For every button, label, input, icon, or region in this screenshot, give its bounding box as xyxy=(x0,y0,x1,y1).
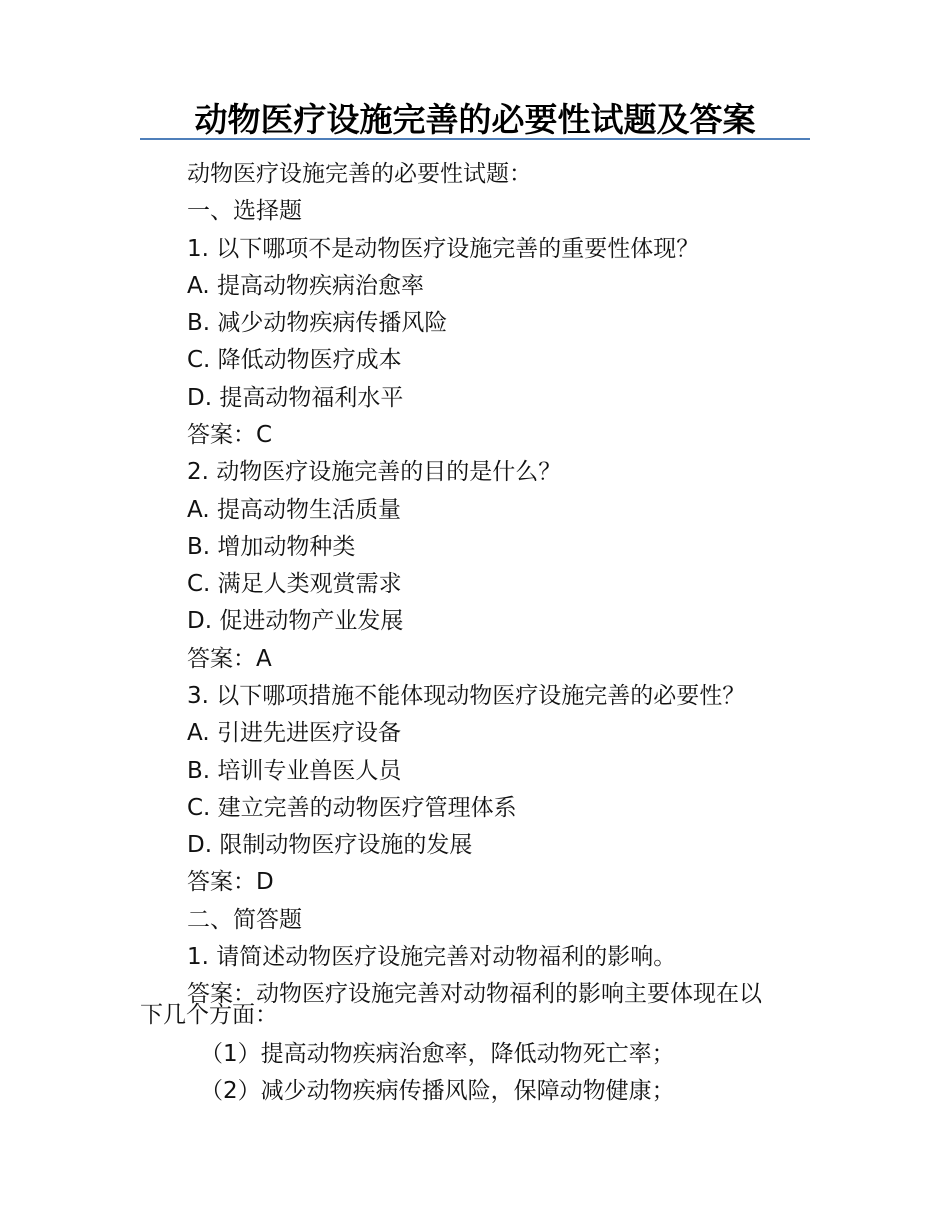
document-title: 动物医疗设施完善的必要性试题及答案 xyxy=(194,100,756,139)
question-1-option-d: D. 提高动物福利水平 xyxy=(187,385,404,411)
question-3-answer: 答案：D xyxy=(187,869,274,895)
question-2: 2. 动物医疗设施完善的目的是什么？ xyxy=(187,459,562,485)
question-3-option-c: C. 建立完善的动物医疗管理体系 xyxy=(187,795,517,821)
question-2-option-a: A. 提高动物生活质量 xyxy=(187,497,401,523)
short-answer-1-line-2: 下几个方面： xyxy=(140,1002,278,1028)
question-2-answer: 答案：A xyxy=(187,646,272,672)
question-2-option-c: C. 满足人类观赏需求 xyxy=(187,571,402,597)
question-2-option-d: D. 促进动物产业发展 xyxy=(187,608,404,634)
question-3: 3. 以下哪项措施不能体现动物医疗设施完善的必要性？ xyxy=(187,683,746,709)
section-intro: 动物医疗设施完善的必要性试题： xyxy=(187,161,532,187)
section-heading-choice: 一、选择题 xyxy=(187,198,302,224)
question-3-option-b: B. 培训专业兽医人员 xyxy=(187,758,402,784)
title-underline xyxy=(140,138,810,140)
question-2-option-b: B. 增加动物种类 xyxy=(187,534,356,560)
question-3-option-d: D. 限制动物医疗设施的发展 xyxy=(187,832,473,858)
question-3-option-a: A. 引进先进医疗设备 xyxy=(187,720,401,746)
short-answer-1-point-1: （1）提高动物疾病治愈率，降低动物死亡率； xyxy=(200,1041,675,1067)
question-1-answer: 答案：C xyxy=(187,422,273,448)
question-1-option-b: B. 减少动物疾病传播风险 xyxy=(187,310,448,336)
question-1: 1. 以下哪项不是动物医疗设施完善的重要性体现？ xyxy=(187,236,700,262)
question-1-option-c: C. 降低动物医疗成本 xyxy=(187,347,402,373)
short-question-1: 1. 请简述动物医疗设施完善对动物福利的影响。 xyxy=(187,944,677,970)
question-1-option-a: A. 提高动物疾病治愈率 xyxy=(187,273,424,299)
short-answer-1-point-2: （2）减少动物疾病传播风险，保障动物健康； xyxy=(200,1078,675,1104)
section-heading-short-answer: 二、简答题 xyxy=(187,907,302,933)
short-answer-1-line-1: 答案：动物医疗设施完善对动物福利的影响主要体现在以 xyxy=(187,981,762,1007)
